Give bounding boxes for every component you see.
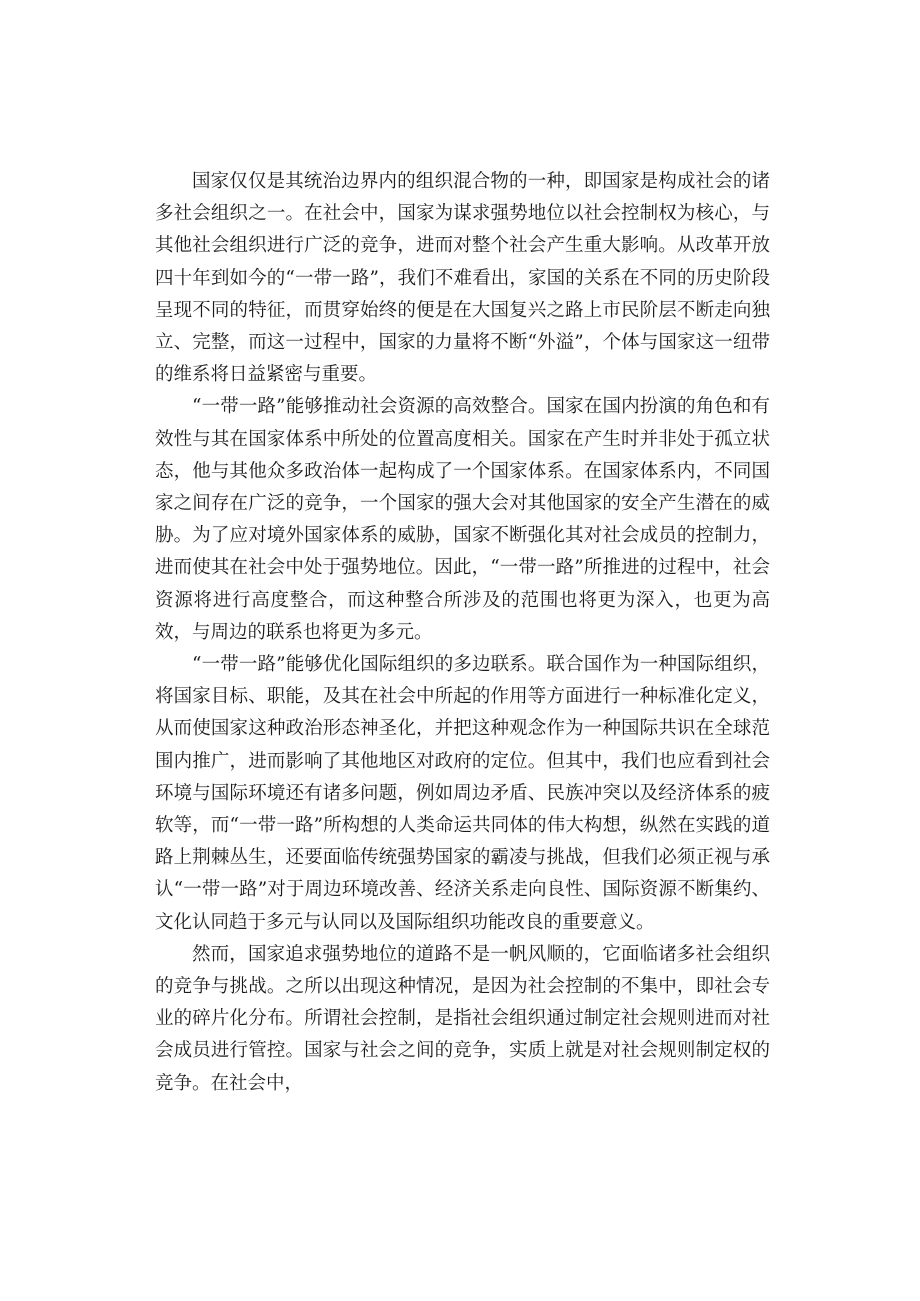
paragraph-3: “一带一路”能够优化国际组织的多边联系。联合国作为一种国际组织，将国家目标、职能，及其在社会中所起的作用等方面进行一种标准化定义，从而使国家这种政治形态神圣化，并把这种观念作为一种国际共识在全球范围内推广，进而影响了其他地区对政府的定位。但其中，我们也应看到社会环境与国际环境还有诸多问题，例如周边矛盾、民族冲突以及经济体系的疲软等，而“一带一路”所构想的人类命运共同体的伟大构想，纵然在实践的道路上荆棘丛生，还要面临传统强势国家的霸凌与挑战，但我们必须正视与承认“一带一路”对于周边环境改善、经济关系走向良性、国际资源不断集约、文化认同趋于多元与认同以及国际组织功能改良的重要意义。 — [155, 654, 770, 933]
paragraph-4: 然而，国家追求强势地位的道路不是一帆风顺的，它面临诸多社会组织的竞争与挑战。之所以出现这种情况，是因为社会控制的不集中，即社会专业的碎片化分布。所谓社会控制，是指社会组织通过制定社会规则进而对社会成员进行管控。国家与社会之间的竞争，实质上就是对社会规则制定权的竞争。在社会中， — [155, 943, 770, 1094]
document-body — [155, 166, 770, 1100]
paragraph-2: “一带一路”能够推动社会资源的高效整合。国家在国内扮演的角色和有效性与其在国家体系中所处的位置高度相关。国家在产生时并非处于孤立状态，他与其他众多政治体一起构成了一个国家体系。在国家体系内，不同国家之间存在广泛的竞争，一个国家的强大会对其他国家的安全产生潜在的威胁。为了应对境外国家体系的威胁，国家不断强化其对社会成员的控制力，进而使其在社会中处于强势地位。因此，“一带一路”所推进的过程中，社会资源将进行高度整合，而这种整合所涉及的范围也将更为深入，也更为高效，与周边的联系也将更为多元。 — [155, 396, 770, 643]
paragraph-1: 国家仅仅是其统治边界内的组织混合物的一种，即国家是构成社会的诸多社会组织之一。在社会中，国家为谋求强势地位以社会控制权为核心，与其他社会组织进行广泛的竞争，进而对整个社会产生重大影响。从改革开放四十年到如今的“一带一路”，我们不难看出，家国的关系在不同的历史阶段呈现不同的特征，而贯穿始终的便是在大国复兴之路上市民阶层不断走向独立、完整，而这一过程中，国家的力量将不断“外溢”，个体与国家这一纽带的维系将日益紧密与重要。 — [155, 171, 770, 386]
